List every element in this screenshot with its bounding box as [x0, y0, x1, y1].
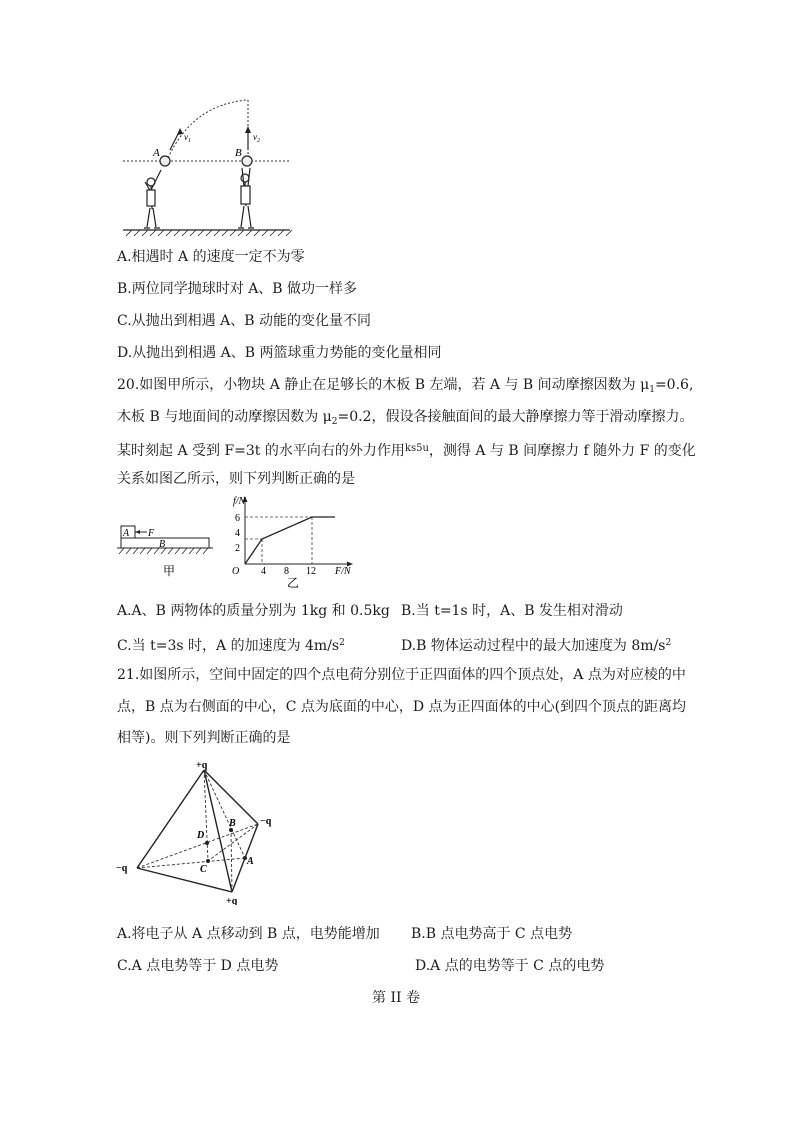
label-v2: $v_2$ [253, 132, 260, 144]
x-tick-4: 4 [261, 566, 266, 577]
force-arrowhead [135, 530, 140, 534]
q20-stem-line-4: 关系如图乙所示，则下列判断正确的是 [117, 471, 355, 487]
f-vs-f-curve [245, 517, 335, 564]
charge-bottom: +q [226, 896, 238, 905]
block-board-figure [115, 518, 215, 578]
ball-a [160, 156, 170, 166]
label-point-b: B [229, 818, 236, 829]
force-label: F [148, 528, 155, 539]
q21-option-b: B.B 点电势高于 C 点电势 [411, 926, 573, 942]
label-v1: $v_1$ [184, 132, 191, 144]
label-a: A [153, 147, 160, 159]
label-point-c: C [200, 864, 207, 875]
ground-hatch [126, 230, 292, 236]
q20-option-a: A.A、B 两物体的质量分别为 1kg 和 0.5kg [117, 603, 390, 619]
block-a-label: A [123, 528, 130, 539]
point-c [206, 859, 210, 863]
arrowhead-v2 [245, 126, 251, 133]
caption-jia: 甲 [163, 564, 176, 578]
point-d [205, 841, 209, 845]
q20-stem-line-3: 某时刻起 A 受到 F=3t 的水平向右的外力作用$^{ks5u}$，测得 A 与 B 间摩擦力 f 随外力 F 的变化 [117, 443, 696, 459]
charge-left: −q [116, 863, 128, 874]
q19-option-c: C.从抛出到相遇 A、B 动能的变化量不同 [117, 313, 371, 329]
player-a [144, 170, 161, 228]
x-tick-8: 8 [284, 566, 289, 577]
x-tick-12: 12 [306, 566, 316, 577]
q21-stem-line-3: 相等)。则下列判断正确的是 [117, 730, 291, 746]
q19-option-d: D.从抛出到相遇 A、B 两篮球重力势能的变化量相同 [117, 345, 442, 361]
y-axis-label: f/N [233, 496, 246, 507]
label-b: B [235, 147, 242, 159]
friction-force-graph [225, 494, 355, 590]
y-tick-4: 4 [235, 528, 240, 539]
q21-stem-line-2: 点，B 点为右侧面的中心，C 点为底面的中心，D 点为正四面体的中心(到四个顶点的距离均 [117, 699, 687, 715]
charge-right: −q [260, 816, 272, 827]
basketball-throw-figure [118, 92, 298, 238]
section-title: 第 II 卷 [372, 990, 420, 1006]
q20-option-b: B.当 t=1s 时，A、B 发生相对滑动 [401, 603, 623, 619]
charge-top: +q [196, 760, 208, 771]
arrowhead-v1 [177, 128, 183, 135]
ball-b [242, 156, 252, 166]
label-point-a: A [247, 856, 254, 867]
q20-stem-line-2: 木板 B 与地面间的动摩擦因数为 $\mu_2=0.2$，假设各接触面间的最大静摩擦力等于滑动摩擦力。 [117, 409, 694, 427]
board-b-label: B [159, 539, 166, 550]
q20-option-c: C.当 t=3s 时，A 的加速度为 $4m/s^2$ [117, 638, 345, 654]
origin-label: O [232, 566, 240, 577]
x-axis-label: F/N [335, 566, 351, 577]
q19-option-b: B.两位同学抛球时对 A、B 做功一样多 [117, 281, 358, 297]
q21-stem-line-1: 21.如图所示，空间中固定的四个点电荷分别位于正四面体的四个顶点处，A 点为对应棱的中 [117, 667, 686, 683]
player-b [238, 168, 254, 228]
tetrahedron-figure [110, 760, 285, 905]
y-tick-6: 6 [235, 513, 240, 524]
q20-stem-line-1: 20.如图甲所示，小物块 A 静止在足够长的木板 B 左端，若 A 与 B 间动摩擦因数为 $\mu_1=0.6$, [117, 377, 694, 395]
q21-option-a: A.将电子从 A 点移动到 B 点，电势能增加 [117, 926, 380, 942]
caption-yi: 乙 [287, 576, 300, 590]
q19-option-a: A.相遇时 A 的速度一定不为零 [117, 249, 305, 265]
label-point-d: D [197, 830, 205, 841]
q21-option-d: D.A 点的电势等于 C 点的电势 [415, 958, 605, 974]
q21-option-c: C.A 点电势等于 D 点电势 [117, 958, 279, 974]
y-tick-2: 2 [235, 543, 240, 554]
q20-option-d: D.B 物体运动过程中的最大加速度为 $8m/s^2$ [401, 638, 672, 654]
